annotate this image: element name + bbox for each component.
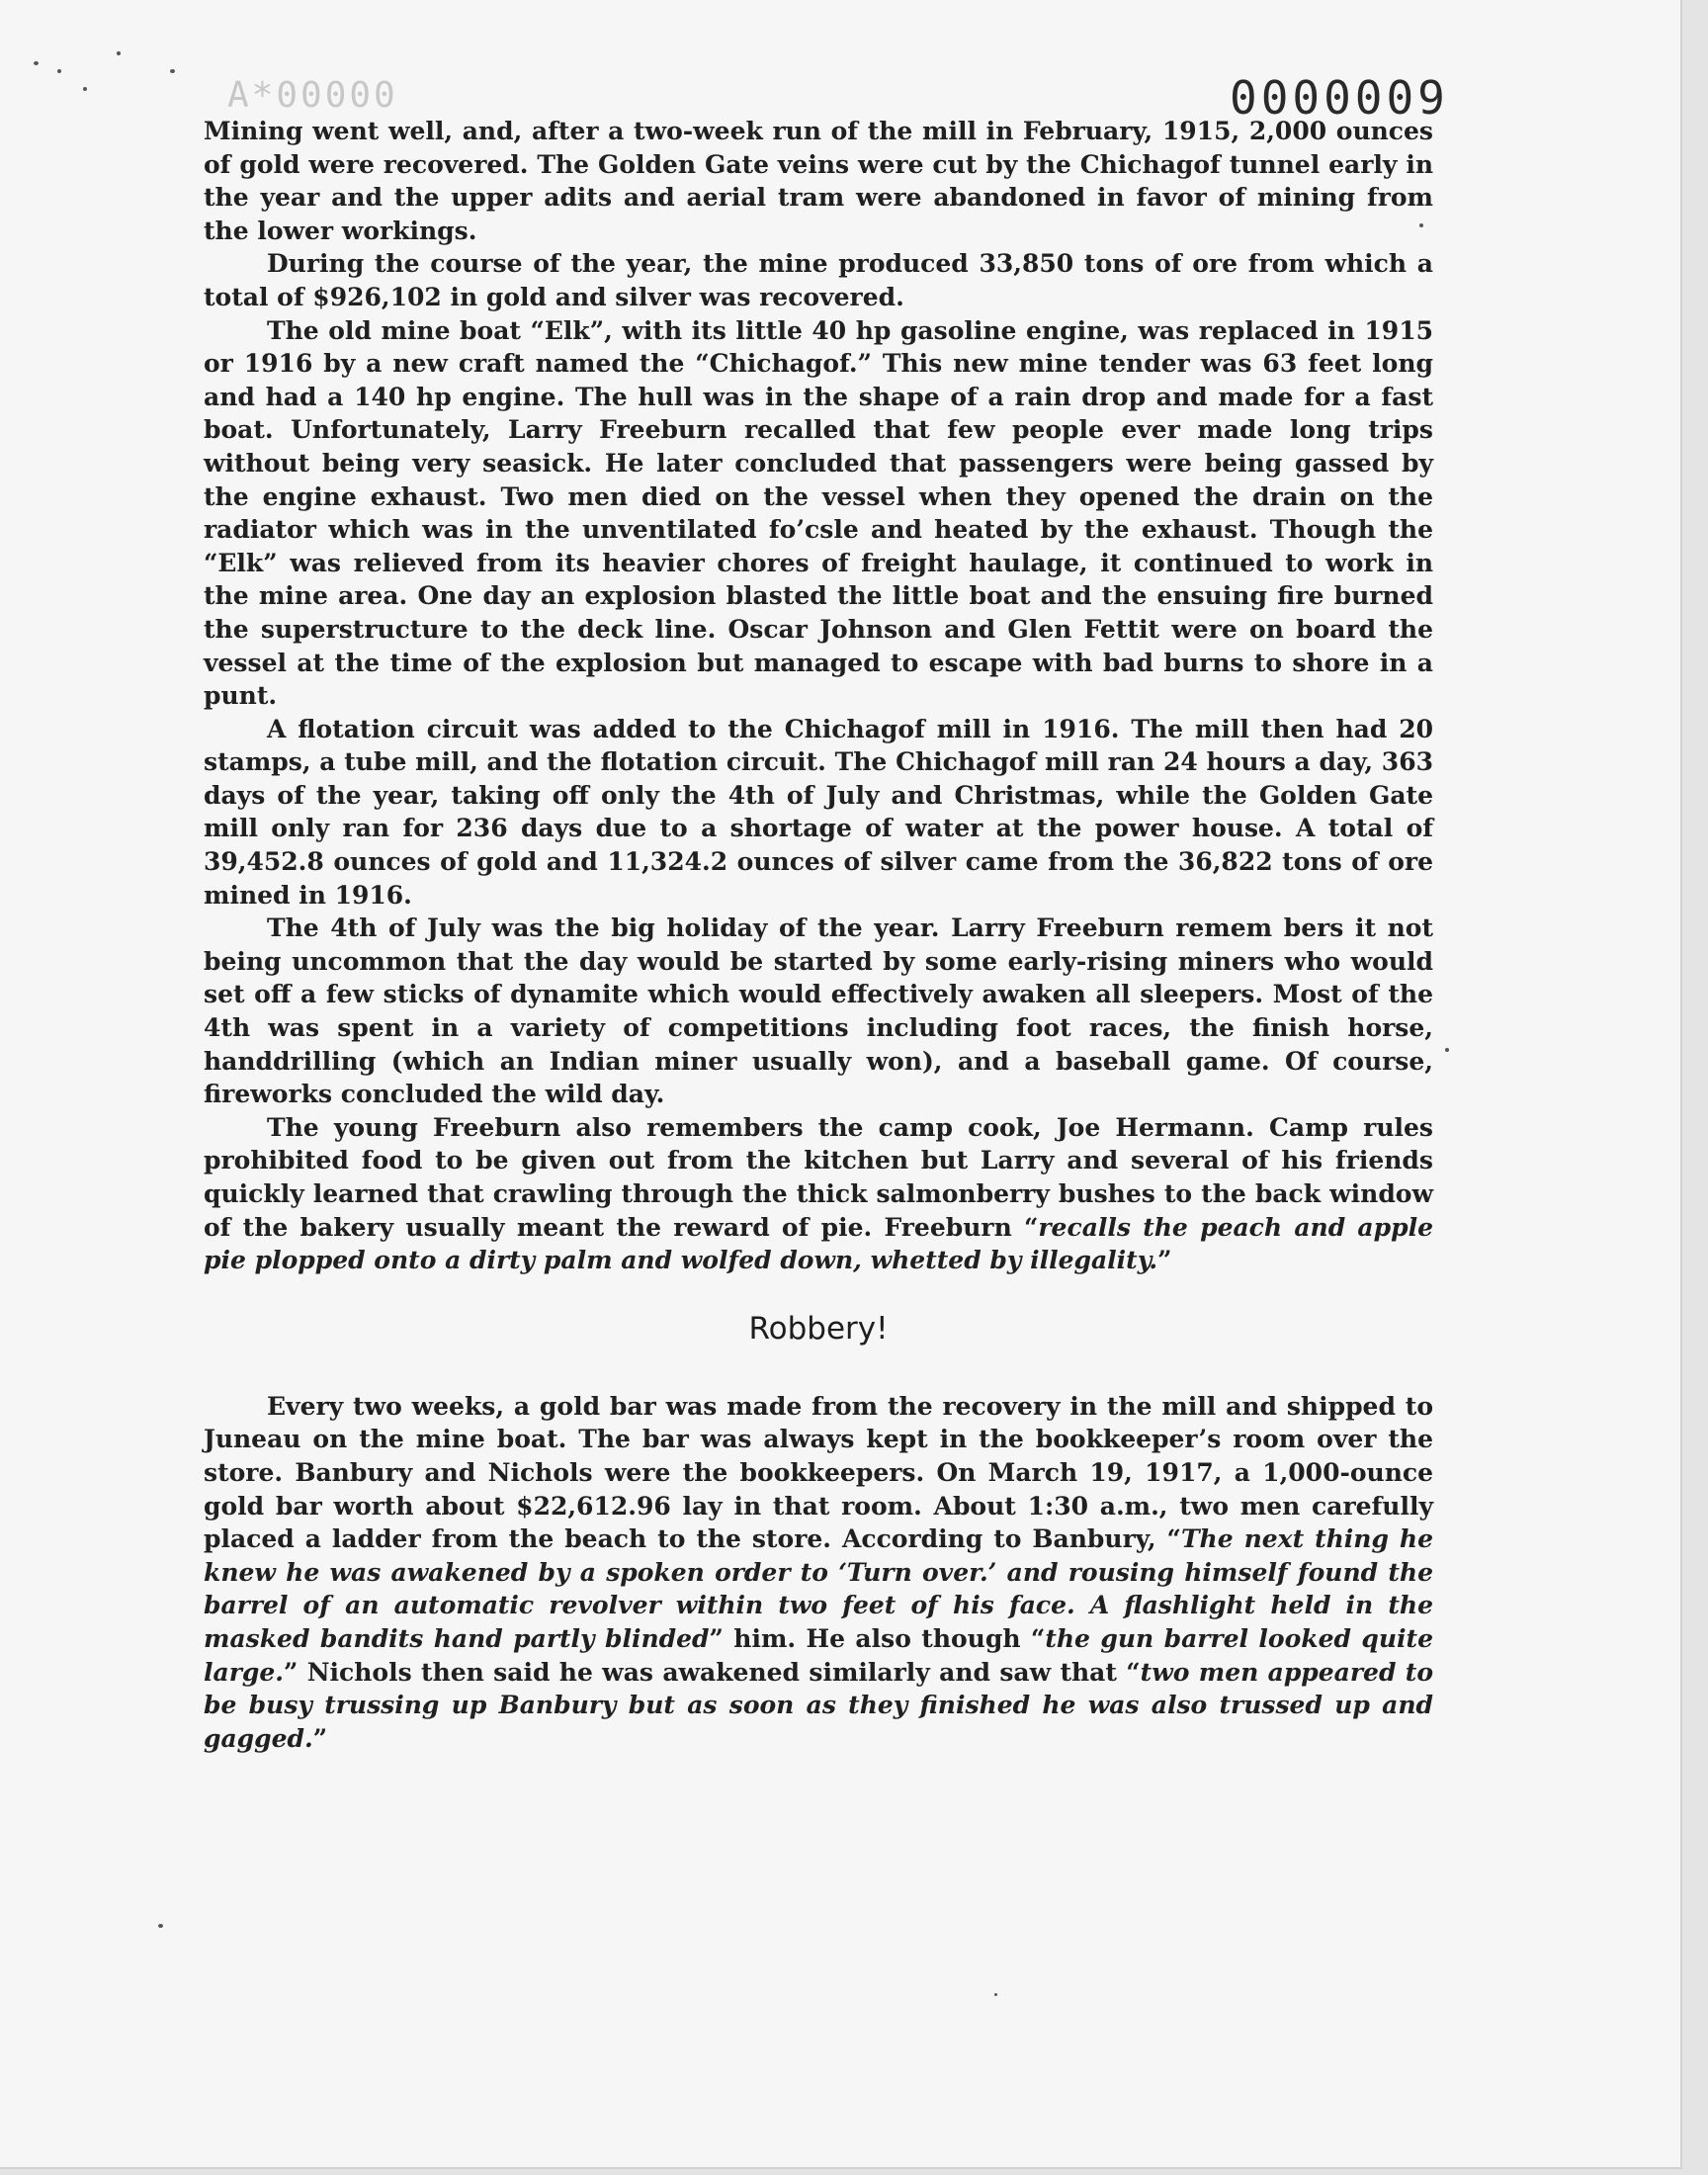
robbery-text-4: ” <box>312 1723 328 1753</box>
robbery-quote-1: The next thing he knew he was awakened by a spoken order to ‘Turn over.’ and rousing himself found the barrel of an automatic revolver within two feet of his face. A flashlight held in the masked bandits hand partly blinded <box>204 1524 1433 1653</box>
scan-speck <box>1445 1048 1449 1052</box>
article-body <box>204 115 1433 1755</box>
scan-speck <box>170 69 175 73</box>
scan-speck <box>57 69 61 73</box>
robbery-text-2: ” him. He also though “ <box>709 1623 1046 1653</box>
robbery-text-3: ” Nichols then said he was awakened similarly and saw that “ <box>283 1657 1141 1687</box>
paragraph-mining: Mining went well, and, after a two-week run of the mill in February, 1915, 2,000 ounces of gold were recovered. The Golden Gate veins were cut by the Chichagof tunnel early in the year and the upper adits and aerial tram were abandoned in favor of mining from the lower workings. <box>204 117 1433 245</box>
paragraph-camp-cook <box>204 1111 1433 1277</box>
robbery-quote-3: two men appeared to be busy trussing up Banbury but as soon as they finished he was also trussed up and gagged. <box>204 1657 1434 1753</box>
paragraph-production: During the course of the year, the mine produced 33,850 tons of ore from which a total of $926,102 in gold and silver was recovered. <box>204 249 1433 311</box>
scan-speck <box>34 61 39 65</box>
camp-cook-quote-close: ” <box>1157 1246 1172 1275</box>
page-number-stamp: 0000009 <box>1230 71 1449 125</box>
paragraph-fourth-of-july: The 4th of July was the big holiday of the year. Larry Freeburn remem bers it not being uncommon that the day would be started by some early-rising miners who would set off a few sticks of dynamite which would effectively awaken all sleepers. Most of the 4th was spent in a variety of competitions including foot races, the finish horse, handdrilling (which an Indian miner usually won), and a baseball game. Of course, fireworks concluded the wild day. <box>204 914 1433 1109</box>
robbery-text-1: Every two weeks, a gold bar was made from the recovery in the mill and shipped to Juneau on the mine boat. The bar was always kept in the bookkeeper’s room over the store. Banbury and Nichols were the bookkeepers. On March 19, 1917, a 1,000-ounce gold bar worth about $22,612.96 lay in that room. About 1:30 a.m., two men carefully placed a ladder from the beach to the store. According to Banbury, “ <box>204 1391 1433 1554</box>
paragraph-robbery <box>204 1390 1433 1756</box>
paragraph-flotation: A flotation circuit was added to the Chichagof mill in 1916. The mill then had 20 stamps, a tube mill, and the flotation circuit. The Chichagof mill ran 24 hours a day, 363 days of the year, taking off only the 4th of July and Christmas, while the Golden Gate mill only ran for 236 days due to a shortage of water at the power house. A total of 39,452.8 ounces of gold and 11,324.2 ounces of silver came from the 36,822 tons of ore mined in 1916. <box>204 714 1433 910</box>
scan-speck <box>994 1993 997 1996</box>
section-heading-robbery: Robbery! <box>748 1310 889 1347</box>
scan-speck <box>158 1924 163 1928</box>
faint-stamp-number: A*00000 <box>227 75 398 116</box>
camp-cook-quote: recalls the peach and apple pie plopped onto a dirty palm and wolfed down, whetted by illegality. <box>204 1212 1433 1275</box>
paragraph-mine-boat: The old mine boat “Elk”, with its little 40 hp gasoline engine, was replaced in 1915 or 1916 by a new craft named the “Chichagof.” This new mine tender was 63 feet long and had a 140 hp engine. The hull was in the shape of a rain drop and made for a fast boat. Unfortunately, Larry Freeburn recalled that few people ever made long trips without being very seasick. He later concluded that passengers were being gassed by the engine exhaust. Two men died on the vessel when they opened the drain on the radiator which was in the unventilated fo’csle and heated by the exhaust. Though the “Elk” was relieved from its heavier chores of freight haulage, it continued to work in the mine area. One day an explosion blasted the little boat and the ensuing fire burned the superstructure to the deck line. Oscar Johnson and Glen Fettit were on board the vessel at the time of the explosion but managed to escape with bad burns to shore in a punt. <box>204 315 1433 711</box>
robbery-quote-2: the gun barrel looked quite large. <box>204 1623 1433 1687</box>
scan-speck <box>117 51 121 55</box>
camp-cook-text: The young Freeburn also remembers the camp cook, Joe Hermann. Camp rules prohibited food to be given out from the kitchen but Larry and several of his friends quickly learned that crawling through the thick salmonberry bushes to the back window of the bakery usually meant the reward of pie. Freeburn “ <box>204 1112 1433 1242</box>
scan-speck <box>83 87 87 91</box>
